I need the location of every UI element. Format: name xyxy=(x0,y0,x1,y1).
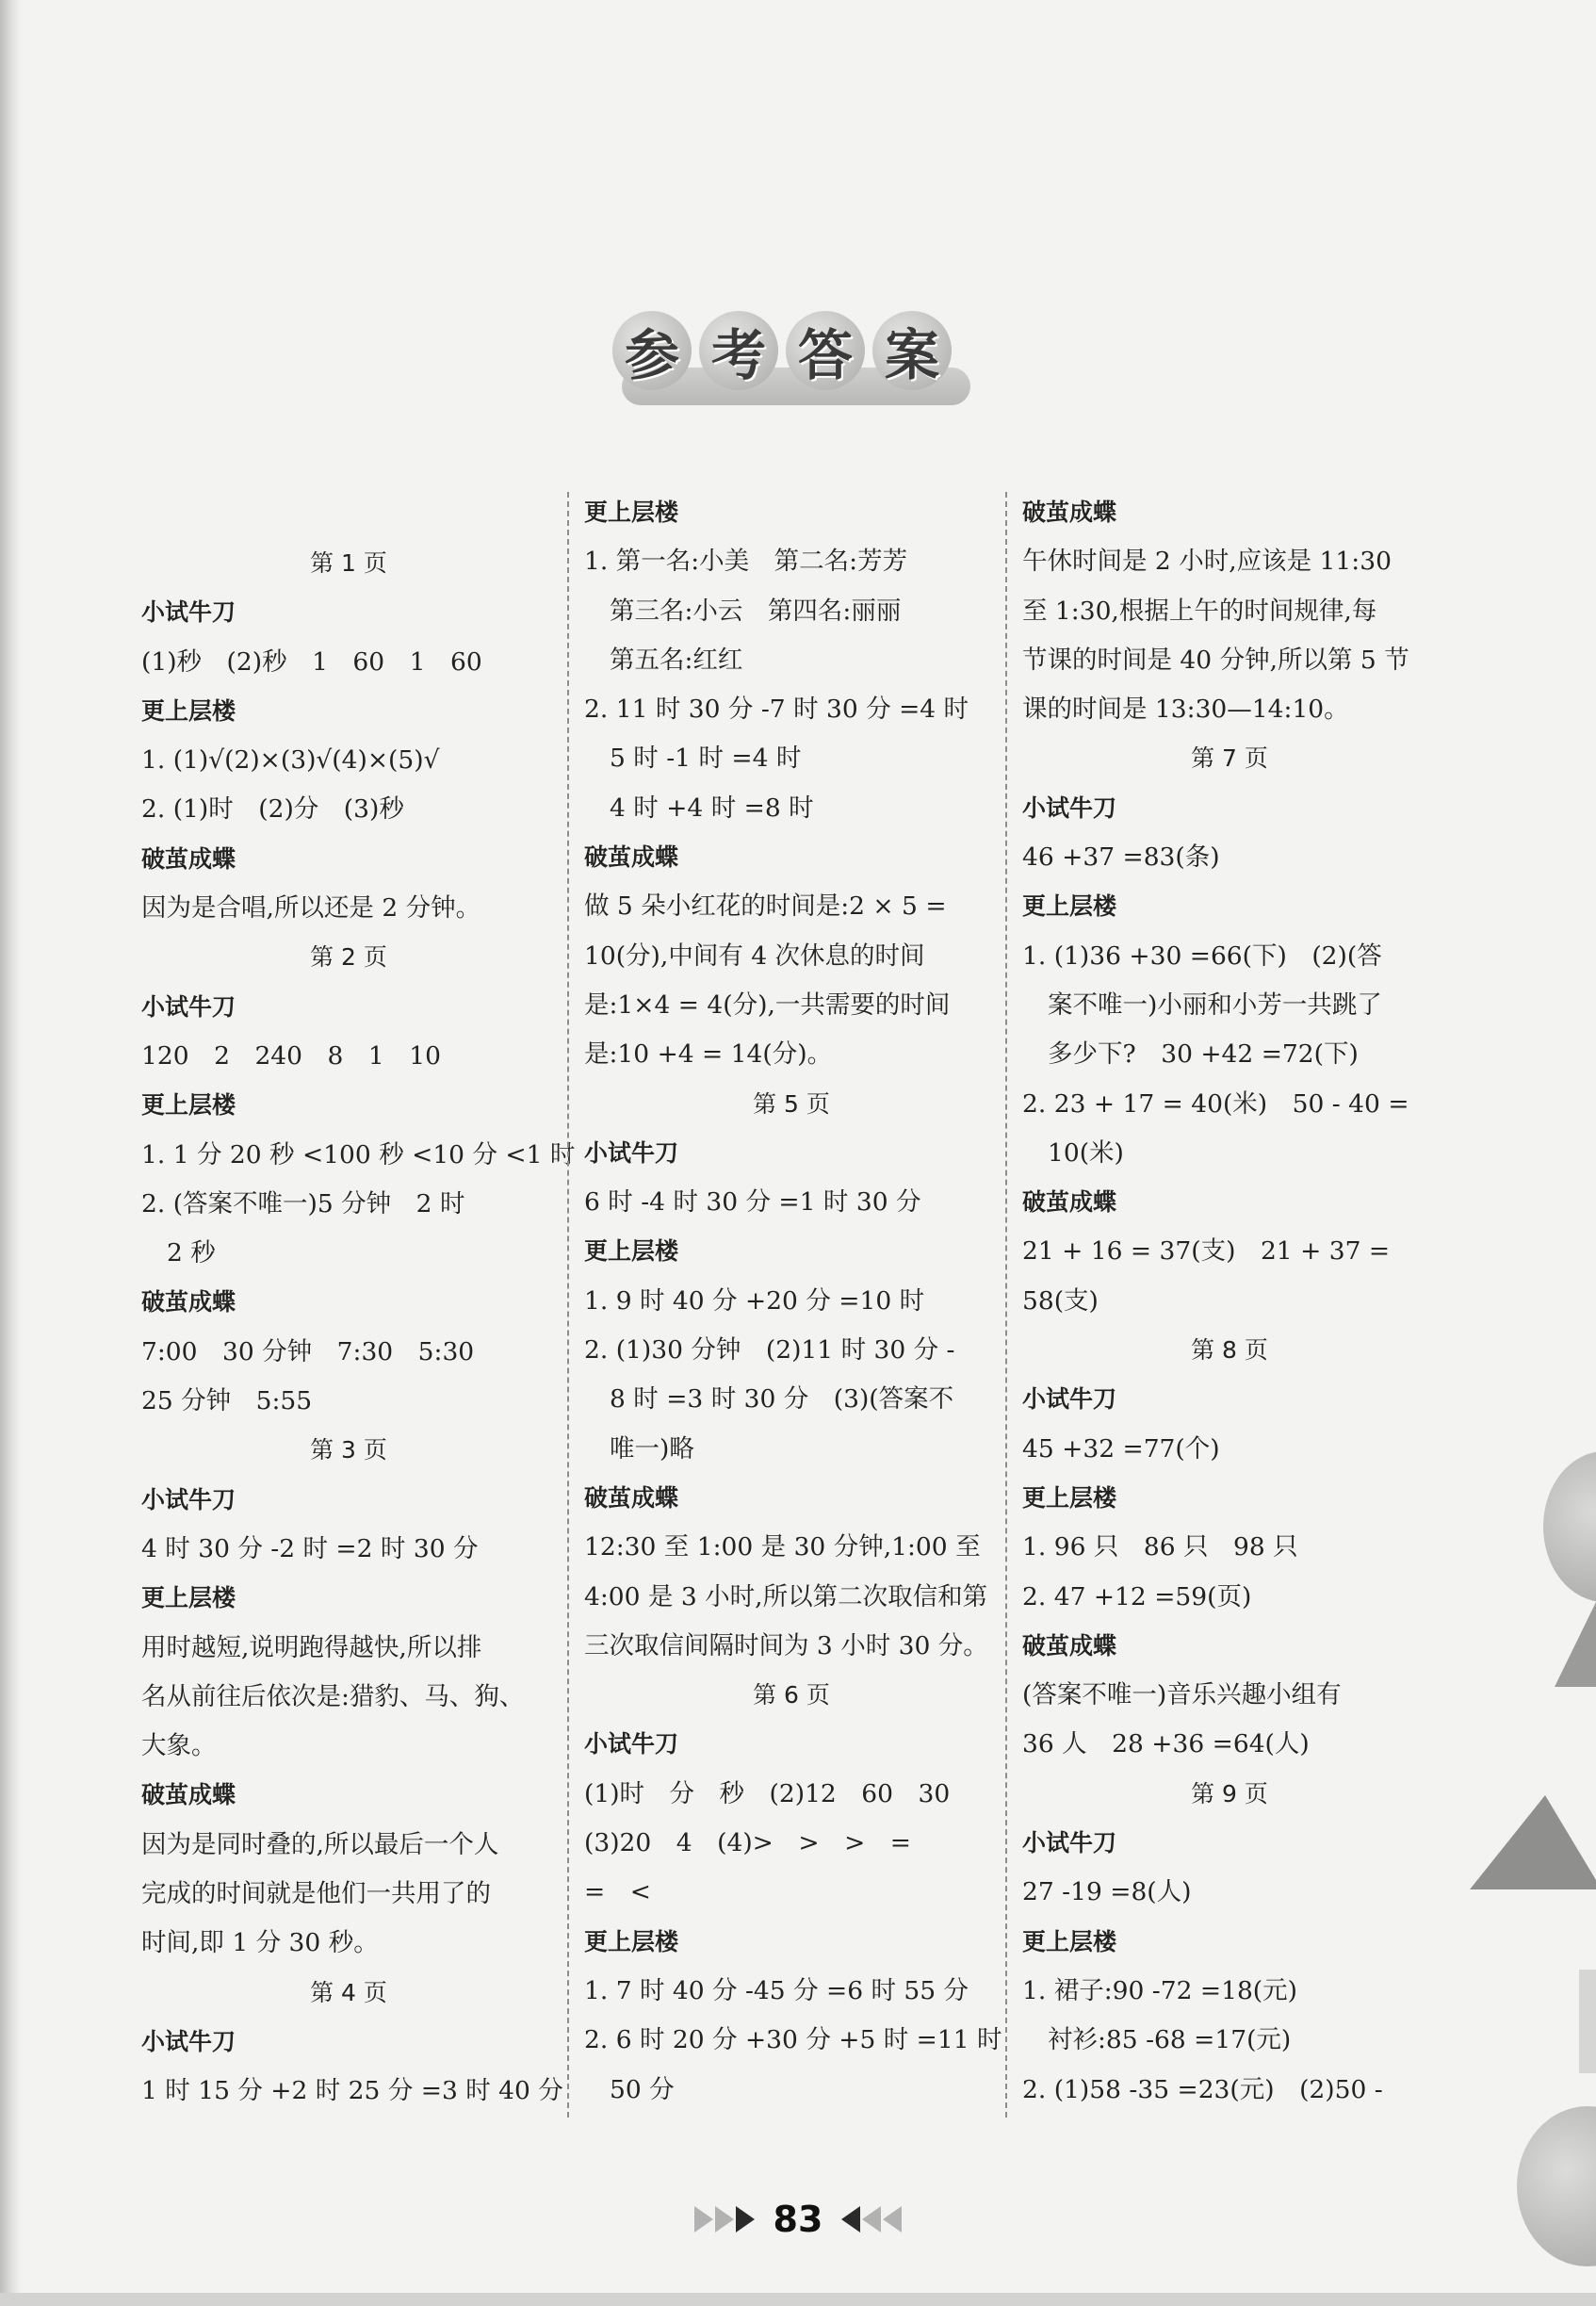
column-divider xyxy=(567,492,569,2118)
page-label: 第 1 页 xyxy=(310,549,387,577)
answer-line: (1)秒 (2)秒 1 60 1 60 xyxy=(141,646,482,677)
section-heading: 小试牛刀 xyxy=(1022,793,1117,822)
decorative-circle xyxy=(1543,1451,1596,1602)
answer-line: 1. 96 只 86 只 98 只 xyxy=(1022,1532,1298,1562)
answer-line: (1)时 分 秒 (2)12 60 30 xyxy=(584,1778,951,1808)
answer-line: 完成的时间就是他们一共用了的 xyxy=(141,1879,491,1909)
page-footer xyxy=(0,2186,1596,2252)
section-heading: 破茧成蝶 xyxy=(1022,1188,1117,1217)
answer-line: 2. 47 +12 =59(页) xyxy=(1022,1581,1252,1611)
page-bottom-edge xyxy=(0,2293,1596,2306)
answer-line: 21 + 16 = 37(支) 21 + 37 = xyxy=(1022,1236,1391,1267)
section-heading: 破茧成蝶 xyxy=(584,1483,679,1512)
answer-line: 是:10 +4 = 14(分)。 xyxy=(584,1039,833,1070)
answer-line: 2. 11 时 30 分 -7 时 30 分 =4 时 xyxy=(584,695,969,725)
forward-arrows-icon xyxy=(694,2206,755,2232)
section-heading: 更上层楼 xyxy=(584,1927,679,1955)
answer-line: 7:00 30 分钟 7:30 5:30 xyxy=(141,1336,475,1366)
answer-line: 1. 第一名:小美 第二名:芳芳 xyxy=(584,547,908,577)
section-heading: 更上层楼 xyxy=(584,1237,679,1266)
answer-line: 45 +32 =77(个) xyxy=(1022,1433,1220,1464)
page-edge-shadow xyxy=(0,0,21,2306)
section-heading: 破茧成蝶 xyxy=(141,844,236,873)
answer-line: 做 5 朵小红花的时间是:2 × 5 = xyxy=(584,891,947,922)
answer-line: 节课的时间是 40 分钟,所以第 5 节 xyxy=(1022,645,1409,675)
decorative-triangle xyxy=(1470,1795,1596,1889)
answer-line: 是:1×4 = 4(分),一共需要的时间 xyxy=(584,989,951,1020)
answer-line: 用时越短,说明跑得越快,所以排 xyxy=(141,1632,482,1662)
section-heading: 小试牛刀 xyxy=(141,992,236,1021)
answer-line: (3)20 4 (4)> > > = xyxy=(584,1828,911,1858)
page-label: 第 7 页 xyxy=(1191,744,1268,773)
answer-line: 58(支) xyxy=(1022,1285,1099,1316)
title-char: 答 xyxy=(786,311,865,390)
section-heading: 小试牛刀 xyxy=(141,2027,236,2055)
answer-line: 36 人 28 +36 =64(人) xyxy=(1022,1729,1310,1759)
section-heading: 小试牛刀 xyxy=(1022,1829,1117,1857)
answer-line-continued: 第五名:红红 xyxy=(610,645,743,675)
answer-line-continued: 第三名:小云 第四名:丽丽 xyxy=(610,596,902,626)
page-label: 第 8 页 xyxy=(1191,1336,1268,1365)
answer-line: 1. 7 时 40 分 -45 分 =6 时 55 分 xyxy=(584,1975,969,2005)
answer-line: 120 2 240 8 1 10 xyxy=(141,1040,441,1071)
section-heading: 小试牛刀 xyxy=(1022,1385,1117,1414)
answer-line: (答案不唯一)音乐兴趣小组有 xyxy=(1022,1680,1342,1710)
answer-line: 27 -19 =8(人) xyxy=(1022,1877,1192,1907)
page-label: 第 3 页 xyxy=(310,1436,387,1464)
answer-line: 1 时 15 分 +2 时 25 分 =3 时 40 分 xyxy=(141,2076,563,2106)
answer-line-continued: 5 时 -1 时 =4 时 xyxy=(610,744,802,774)
answer-line: 6 时 -4 时 30 分 =1 时 30 分 xyxy=(584,1187,921,1218)
section-heading: 破茧成蝶 xyxy=(141,1288,236,1317)
answer-line-continued: 10(米) xyxy=(1048,1137,1124,1168)
answer-line: 午休时间是 2 小时,应该是 11:30 xyxy=(1022,547,1392,577)
answer-line: 46 +37 =83(条) xyxy=(1022,842,1220,873)
answer-line: 1. 1 分 20 秒 <100 秒 <10 分 <1 时 xyxy=(141,1139,576,1169)
answer-line-continued: 多少下? 30 +42 =72(下) xyxy=(1048,1039,1359,1070)
answer-line: 1. 裙子:90 -72 =18(元) xyxy=(1022,1975,1297,2005)
page-label: 第 9 页 xyxy=(1191,1779,1268,1807)
answer-line-continued: 唯一)略 xyxy=(610,1433,694,1464)
page-label: 第 5 页 xyxy=(753,1089,830,1118)
title-char: 参 xyxy=(612,311,692,390)
section-heading: 更上层楼 xyxy=(584,499,679,526)
answer-column-1 xyxy=(141,539,576,2117)
answer-line: 2. (1)时 (2)分 (3)秒 xyxy=(141,794,404,825)
section-heading: 破茧成蝶 xyxy=(141,1781,236,1809)
section-heading: 更上层楼 xyxy=(141,1091,236,1120)
answer-line-continued: 2 秒 xyxy=(167,1238,216,1268)
decorative-triangle xyxy=(1555,1602,1596,1687)
section-heading: 小试牛刀 xyxy=(141,598,236,627)
answer-line: 2. (1)58 -35 =23(元) (2)50 - xyxy=(1022,2074,1383,2104)
answer-line-continued: 衬衫:85 -68 =17(元) xyxy=(1048,2025,1292,2055)
answer-line: 2. (1)30 分钟 (2)11 时 30 分 - xyxy=(584,1335,955,1366)
answer-line: 1. 9 时 40 分 +20 分 =10 时 xyxy=(584,1285,925,1316)
section-heading: 小试牛刀 xyxy=(584,1138,679,1167)
answer-line-continued: 4 时 +4 时 =8 时 xyxy=(610,793,814,823)
answer-line: = < xyxy=(584,1877,651,1907)
page-label: 第 2 页 xyxy=(310,943,387,972)
answer-line: 2. (答案不唯一)5 分钟 2 时 xyxy=(141,1188,465,1218)
answer-line: 时间,即 1 分 30 秒。 xyxy=(141,1928,379,1958)
decorative-block xyxy=(1579,1970,1596,2073)
answer-line: 2. 6 时 20 分 +30 分 +5 时 =11 时 xyxy=(584,2025,1002,2055)
answer-line: 课的时间是 13:30—14:10。 xyxy=(1022,695,1349,725)
answer-line: 名从前往后依次是:猎豹、马、狗、 xyxy=(141,1681,525,1711)
page-label: 第 4 页 xyxy=(310,1978,387,2006)
section-heading: 更上层楼 xyxy=(1022,1483,1117,1512)
section-heading: 破茧成蝶 xyxy=(1022,1631,1117,1660)
answer-line: 三次取信间隔时间为 3 小时 30 分。 xyxy=(584,1630,988,1660)
answer-line: 25 分钟 5:55 xyxy=(141,1386,313,1416)
answer-line: 12:30 至 1:00 是 30 分钟,1:00 至 xyxy=(584,1532,981,1562)
backward-arrows-icon xyxy=(841,2206,902,2232)
answer-line: 1. (1)√(2)×(3)√(4)×(5)√ xyxy=(141,745,440,776)
title-char: 案 xyxy=(872,311,952,390)
answer-line: 2. 23 + 17 = 40(米) 50 - 40 = xyxy=(1022,1088,1409,1119)
answer-line: 4:00 是 3 小时,所以第二次取信和第 xyxy=(584,1581,988,1611)
answer-line-continued: 案不唯一)小丽和小芳一共跳了 xyxy=(1048,989,1382,1020)
answer-line: 因为是同时叠的,所以最后一个人 xyxy=(141,1829,499,1859)
answer-line: 至 1:30,根据上午的时间规律,每 xyxy=(1022,596,1377,626)
section-heading: 更上层楼 xyxy=(141,696,236,725)
section-heading: 破茧成蝶 xyxy=(584,843,679,872)
answer-line-continued: 8 时 =3 时 30 分 (3)(答案不 xyxy=(610,1384,954,1415)
answer-line: 大象。 xyxy=(141,1731,217,1761)
section-heading: 更上层楼 xyxy=(1022,892,1117,921)
answer-column-2 xyxy=(584,488,1002,2115)
column-divider xyxy=(1005,492,1007,2118)
section-heading: 小试牛刀 xyxy=(584,1730,679,1758)
page-label: 第 6 页 xyxy=(753,1681,830,1709)
answer-line: 因为是合唱,所以还是 2 分钟。 xyxy=(141,893,481,924)
section-heading: 更上层楼 xyxy=(1022,1927,1117,1955)
section-heading: 小试牛刀 xyxy=(141,1485,236,1513)
answer-line: 4 时 30 分 -2 时 =2 时 30 分 xyxy=(141,1533,479,1563)
page-title xyxy=(612,311,980,415)
section-heading: 更上层楼 xyxy=(141,1584,236,1612)
answer-line-continued: 50 分 xyxy=(610,2074,675,2104)
section-heading: 破茧成蝶 xyxy=(1022,499,1117,526)
page-number: 83 xyxy=(773,2199,823,2240)
answer-line: 10(分),中间有 4 次休息的时间 xyxy=(584,940,925,971)
answer-column-3 xyxy=(1022,488,1437,2115)
answer-line: 1. (1)36 +30 =66(下) (2)(答 xyxy=(1022,940,1382,971)
title-char: 考 xyxy=(699,311,778,390)
